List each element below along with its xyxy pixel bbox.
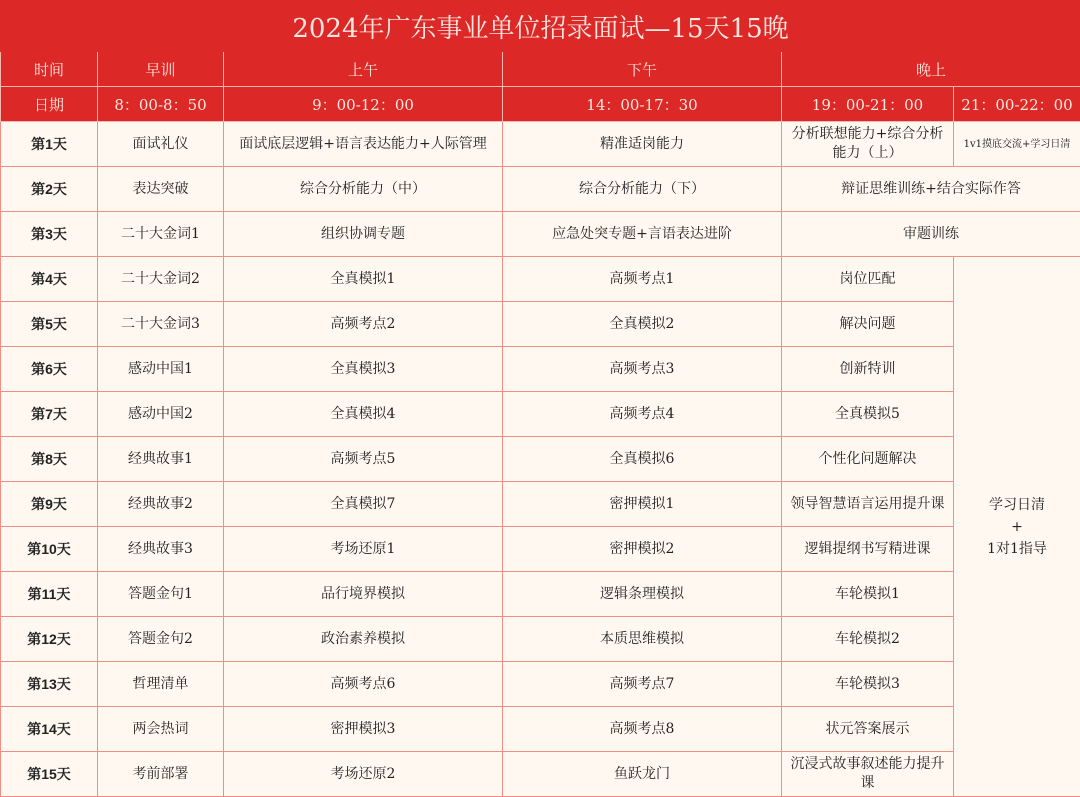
early-cell: 答题金句1 (98, 572, 224, 617)
evening-cell: 车轮模拟3 (782, 662, 954, 707)
am-cell: 全真模拟1 (224, 257, 503, 302)
evening-cell: 审题训练 (782, 212, 1080, 257)
day-cell: 第3天 (1, 212, 98, 257)
evening-cell: 解决问题 (782, 302, 954, 347)
evening-cell: 沉浸式故事叙述能力提升课 (782, 752, 954, 797)
table-row (1, 707, 1080, 752)
header-date: 日期 (1, 87, 98, 122)
pm-cell: 应急处突专题+言语表达进阶 (503, 212, 782, 257)
pm-cell: 高频考点4 (503, 392, 782, 437)
early-cell: 两会热词 (98, 707, 224, 752)
table-row (1, 122, 1080, 167)
early-cell: 二十大金词3 (98, 302, 224, 347)
header-evening: 晚上 (782, 52, 1080, 87)
table-row (1, 617, 1080, 662)
pm-cell: 高频考点7 (503, 662, 782, 707)
am-cell: 面试底层逻辑+语言表达能力+人际管理 (224, 122, 503, 167)
day-cell: 第8天 (1, 437, 98, 482)
pm-cell: 高频考点1 (503, 257, 782, 302)
table-row (1, 392, 1080, 437)
evening-cell: 创新特训 (782, 347, 954, 392)
header-time-2: 9：00-12：00 (224, 87, 503, 122)
late-merged-line-3: 1对1指导 (954, 538, 1080, 560)
early-cell: 经典故事2 (98, 482, 224, 527)
evening-cell: 车轮模拟1 (782, 572, 954, 617)
day-cell: 第13天 (1, 662, 98, 707)
am-cell: 全真模拟4 (224, 392, 503, 437)
am-cell: 政治素养模拟 (224, 617, 503, 662)
table-row (1, 302, 1080, 347)
header-morning-early: 早训 (98, 52, 224, 87)
day-cell: 第5天 (1, 302, 98, 347)
pm-cell: 密押模拟2 (503, 527, 782, 572)
late-merged-line-2: + (954, 516, 1080, 538)
early-cell: 哲理清单 (98, 662, 224, 707)
table-row (1, 212, 1080, 257)
pm-cell: 高频考点8 (503, 707, 782, 752)
day-cell: 第4天 (1, 257, 98, 302)
day-cell: 第15天 (1, 752, 98, 797)
day-cell: 第11天 (1, 572, 98, 617)
header-row-times (1, 87, 1080, 122)
am-cell: 密押模拟3 (224, 707, 503, 752)
table-row (1, 482, 1080, 527)
early-cell: 考前部署 (98, 752, 224, 797)
header-time-3: 14：00-17：30 (503, 87, 782, 122)
header-time-5: 21：00-22：00 (954, 87, 1080, 122)
header-time-4: 19：00-21：00 (782, 87, 954, 122)
late-merged-line-1: 学习日清 (954, 494, 1080, 516)
am-cell: 考场还原2 (224, 752, 503, 797)
early-cell: 经典故事3 (98, 527, 224, 572)
evening-cell: 辩证思维训练+结合实际作答 (782, 167, 1080, 212)
pm-cell: 高频考点3 (503, 347, 782, 392)
am-cell: 品行境界模拟 (224, 572, 503, 617)
table-row (1, 167, 1080, 212)
title-row (1, 1, 1080, 52)
am-cell: 综合分析能力（中） (224, 167, 503, 212)
evening-cell: 分析联想能力+综合分析能力（上） (782, 122, 954, 167)
am-cell: 组织协调专题 (224, 212, 503, 257)
am-cell: 高频考点2 (224, 302, 503, 347)
am-cell: 全真模拟7 (224, 482, 503, 527)
day-cell: 第9天 (1, 482, 98, 527)
pm-cell: 全真模拟6 (503, 437, 782, 482)
header-time: 时间 (1, 52, 98, 87)
am-cell: 全真模拟3 (224, 347, 503, 392)
early-cell: 经典故事1 (98, 437, 224, 482)
evening-cell: 岗位匹配 (782, 257, 954, 302)
header-time-1: 8：00-8：50 (98, 87, 224, 122)
day-cell: 第7天 (1, 392, 98, 437)
am-cell: 高频考点6 (224, 662, 503, 707)
early-cell: 答题金句2 (98, 617, 224, 662)
table-row (1, 347, 1080, 392)
evening-cell: 全真模拟5 (782, 392, 954, 437)
early-cell: 二十大金词1 (98, 212, 224, 257)
pm-cell: 精准适岗能力 (503, 122, 782, 167)
table-row (1, 572, 1080, 617)
day-cell: 第2天 (1, 167, 98, 212)
early-cell: 面试礼仪 (98, 122, 224, 167)
day-cell: 第6天 (1, 347, 98, 392)
early-cell: 表达突破 (98, 167, 224, 212)
day-cell: 第14天 (1, 707, 98, 752)
table-row (1, 752, 1080, 797)
pm-cell: 综合分析能力（下） (503, 167, 782, 212)
page-title: 2024年广东事业单位招录面试—15天15晚 (1, 1, 1080, 52)
early-cell: 二十大金词2 (98, 257, 224, 302)
pm-cell: 本质思维模拟 (503, 617, 782, 662)
early-cell: 感动中国1 (98, 347, 224, 392)
am-cell: 高频考点5 (224, 437, 503, 482)
pm-cell: 密押模拟1 (503, 482, 782, 527)
header-am: 上午 (224, 52, 503, 87)
day-cell: 第12天 (1, 617, 98, 662)
evening-cell: 逻辑提纲书写精进课 (782, 527, 954, 572)
late-cell: 1v1摸底交流+学习日清 (954, 122, 1080, 167)
am-cell: 考场还原1 (224, 527, 503, 572)
evening-cell: 车轮模拟2 (782, 617, 954, 662)
evening-cell: 领导智慧语言运用提升课 (782, 482, 954, 527)
table-row (1, 437, 1080, 482)
evening-cell: 状元答案展示 (782, 707, 954, 752)
pm-cell: 鱼跃龙门 (503, 752, 782, 797)
header-row-periods (1, 52, 1080, 87)
header-pm: 下午 (503, 52, 782, 87)
day-cell: 第1天 (1, 122, 98, 167)
late-merged-cell (954, 257, 1080, 797)
early-cell: 感动中国2 (98, 392, 224, 437)
table-row (1, 527, 1080, 572)
table-row (1, 257, 1080, 302)
pm-cell: 逻辑条理模拟 (503, 572, 782, 617)
table-row (1, 662, 1080, 707)
pm-cell: 全真模拟2 (503, 302, 782, 347)
evening-cell: 个性化问题解决 (782, 437, 954, 482)
day-cell: 第10天 (1, 527, 98, 572)
